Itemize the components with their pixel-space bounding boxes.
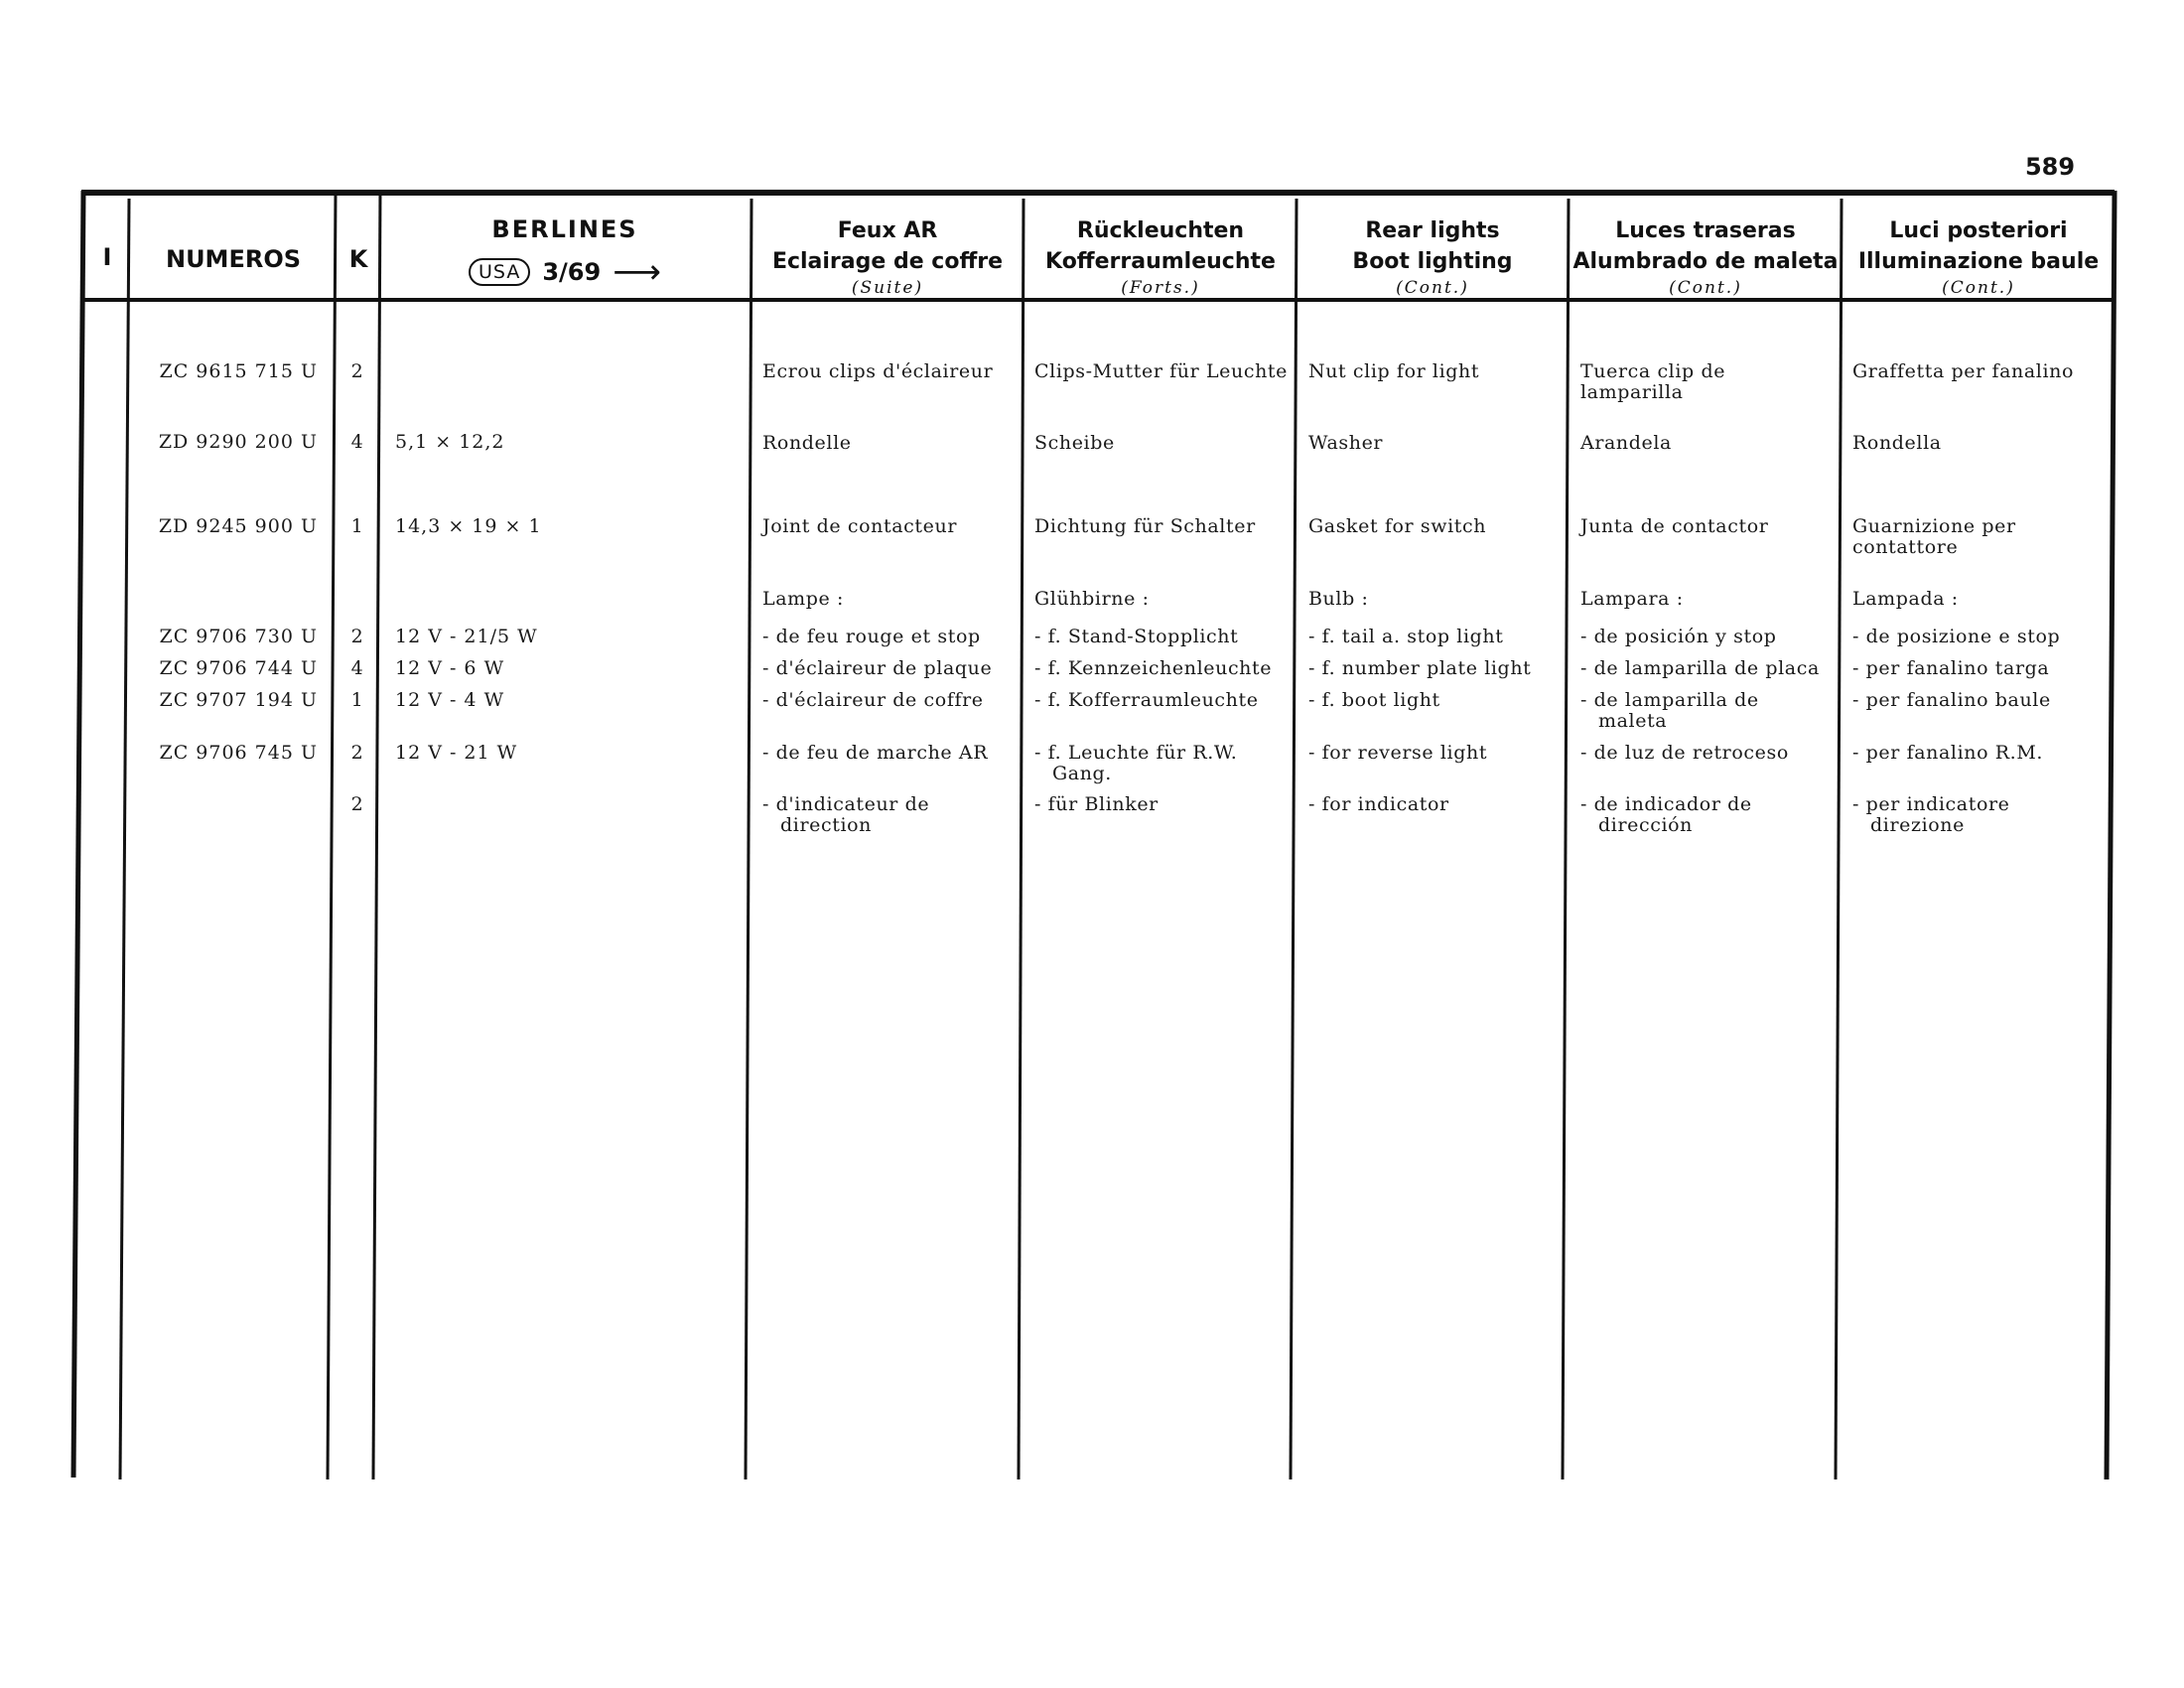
header-fr-line2: Eclairage de coffre [771, 249, 1004, 274]
desc-es: - de indicador de dirección [1580, 793, 1752, 836]
header-fr-line1: Feux AR [837, 218, 938, 243]
desc-fr: Lampe : [762, 588, 845, 610]
desc-it: Guarnizione per contattore [1852, 515, 2016, 558]
header-it-line2: Illuminazione baule [1857, 249, 2100, 274]
part-number: ZC 9707 194 U [159, 689, 318, 711]
desc-fr: Joint de contacteur [762, 515, 958, 537]
desc-en: Gasket for switch [1308, 515, 1487, 537]
desc-es: - de lamparilla de placa [1580, 657, 1820, 679]
part-number: ZC 9706 745 U [159, 742, 318, 764]
desc-de: Glühbirne : [1034, 588, 1150, 610]
dimension: 12 V - 4 W [395, 689, 505, 711]
quantity-k: 1 [350, 689, 364, 711]
header-de-cont: (Forts.) [1121, 278, 1200, 298]
header-de-line2: Kofferraumleuchte [1045, 249, 1276, 274]
desc-fr: - d'indicateur de direction [762, 793, 930, 836]
desc-fr: - de feu rouge et stop [762, 626, 981, 647]
header-en-line1: Rear lights [1365, 218, 1500, 243]
desc-it: - de posizione e stop [1852, 626, 2061, 647]
rule-es-it [1836, 199, 1842, 1479]
desc-fr: Ecrou clips d'éclaireur [762, 360, 994, 382]
header-fr [756, 215, 1019, 299]
desc-de: - f. Leuchte für R.W. Gang. [1034, 742, 1238, 784]
desc-en: - f. tail a. stop light [1308, 626, 1504, 647]
desc-es: Lampara : [1580, 588, 1684, 610]
desc-en: - for indicator [1308, 793, 1449, 815]
desc-es: - de luz de retroceso [1580, 742, 1789, 764]
header-k: K [348, 245, 368, 273]
usa-badge: USA [469, 258, 530, 286]
header-it-line1: Luci posteriori [1889, 218, 2068, 243]
desc-it: - per fanalino baule [1852, 689, 2051, 711]
desc-es: Junta de contactor [1580, 515, 1769, 537]
header-en-line2: Boot lighting [1352, 249, 1513, 274]
dimension: 14,3 × 19 × 1 [395, 515, 542, 537]
berlines-date: 3/69 [542, 258, 602, 286]
desc-de: - f. Kennzeichenleuchte [1034, 657, 1273, 679]
desc-fr: - d'éclaireur de plaque [762, 657, 993, 679]
desc-fr: - d'éclaireur de coffre [762, 689, 984, 711]
header-es-line1: Luces traseras [1615, 218, 1796, 243]
desc-es: - de lamparilla de maleta [1580, 689, 1759, 732]
header-numeros: NUMEROS [165, 245, 302, 273]
part-number: ZC 9706 730 U [159, 626, 318, 647]
desc-it: - per indicatore direzione [1852, 793, 2010, 836]
header-i: I [102, 243, 112, 271]
desc-es: Arandela [1580, 432, 1672, 454]
quantity-k: 2 [350, 626, 364, 647]
header-de [1028, 215, 1293, 299]
quantity-k: 4 [350, 657, 364, 679]
desc-it: Graffetta per fanalino [1852, 360, 2075, 382]
desc-en: - f. boot light [1308, 689, 1440, 711]
desc-de: - f. Stand-Stopplicht [1034, 626, 1239, 647]
desc-en: Washer [1308, 432, 1384, 454]
rule-de-en [1291, 199, 1297, 1479]
rule-left-edge [73, 191, 83, 1477]
desc-fr: - de feu de marche AR [762, 742, 989, 764]
quantity-k: 1 [350, 515, 364, 537]
berlines-model-line [387, 252, 743, 292]
desc-es: - de posición y stop [1580, 626, 1777, 647]
desc-en: - for reverse light [1308, 742, 1488, 764]
part-number: ZC 9706 744 U [159, 657, 318, 679]
header-berlines [387, 214, 743, 292]
rule-numeros-k [328, 191, 336, 1479]
rule-fr-de [1019, 199, 1024, 1479]
dimension: 12 V - 6 W [395, 657, 505, 679]
desc-en: Bulb : [1308, 588, 1369, 610]
desc-de: Scheibe [1034, 432, 1115, 454]
rule-en-es [1563, 199, 1569, 1479]
header-fr-cont: (Suite) [851, 278, 924, 298]
dimension: 12 V - 21/5 W [395, 626, 538, 647]
part-number: ZC 9615 715 U [159, 360, 318, 382]
header-it-cont: (Cont.) [1942, 278, 2015, 298]
desc-en: - f. number plate light [1308, 657, 1532, 679]
desc-de: - für Blinker [1034, 793, 1159, 815]
desc-it: - per fanalino targa [1852, 657, 2050, 679]
dimension: 12 V - 21 W [395, 742, 518, 764]
header-es-line2: Alumbrado de maleta [1572, 249, 1839, 274]
desc-fr: Rondelle [762, 432, 852, 454]
header-en [1300, 215, 1565, 299]
part-number: ZD 9290 200 U [158, 431, 318, 453]
header-en-cont: (Cont.) [1396, 278, 1469, 298]
rule-i-numeros [120, 199, 129, 1479]
quantity-k: 2 [350, 742, 364, 764]
desc-de: Clips-Mutter für Leuchte [1034, 360, 1288, 382]
part-number: ZD 9245 900 U [158, 515, 318, 537]
desc-es: Tuerca clip de lamparilla [1580, 360, 1726, 403]
header-de-line1: Rückleuchten [1076, 218, 1245, 243]
desc-it: Lampada : [1852, 588, 1959, 610]
desc-de: - f. Kofferraumleuchte [1034, 689, 1259, 711]
quantity-k: 2 [350, 360, 364, 382]
table-top-rule [81, 190, 2115, 196]
rule-right-edge [2107, 191, 2115, 1479]
quantity-k: 2 [350, 793, 364, 815]
header-es-cont: (Cont.) [1669, 278, 1742, 298]
quantity-k: 4 [350, 431, 364, 453]
page-number: 589 [2024, 153, 2076, 181]
berlines-title: BERLINES [491, 215, 638, 243]
desc-it: Rondella [1852, 432, 1942, 454]
rule-k-dim [373, 191, 380, 1479]
dimension: 5,1 × 12,2 [395, 431, 505, 453]
right-arrow-icon: ⟶ [613, 252, 661, 292]
desc-it: - per fanalino R.M. [1852, 742, 2044, 764]
rule-dim-fr [746, 199, 751, 1479]
desc-de: Dichtung für Schalter [1034, 515, 1256, 537]
header-it [1845, 215, 2112, 299]
desc-en: Nut clip for light [1308, 360, 1480, 382]
header-es [1572, 215, 1839, 299]
